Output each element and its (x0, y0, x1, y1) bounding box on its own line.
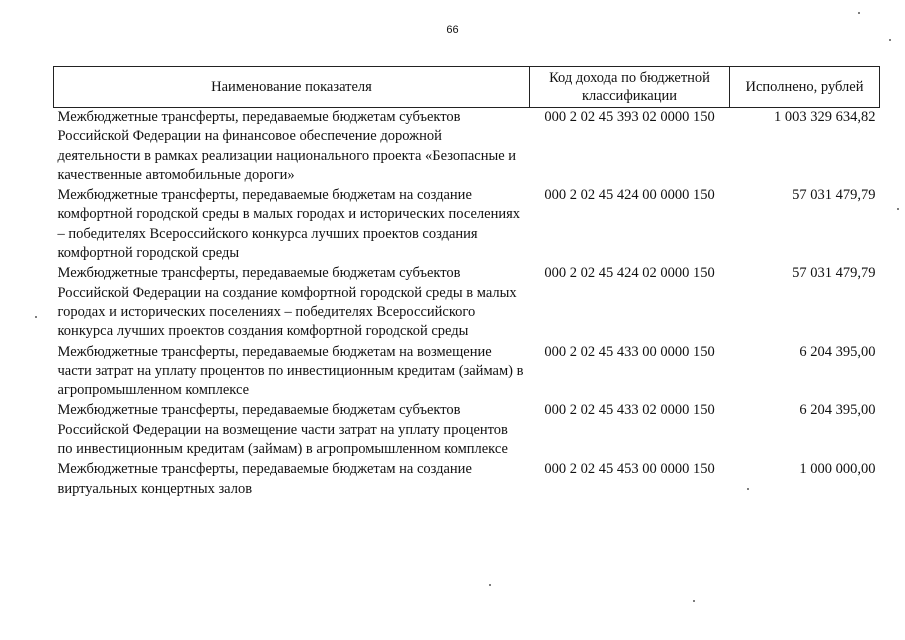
row-amount: 6 204 395,00 (799, 343, 876, 360)
budget-revenue-table (53, 66, 880, 500)
scan-speck (693, 600, 695, 602)
row-name: Межбюджетные трансферты, передаваемые бюджетам на создание комфортной городской среды в малых городах и исторических поселениях – победителях Всероссийского конкурса лучших проектов создания комфортной городской среды (57, 187, 521, 262)
table-row (54, 343, 880, 402)
column-header-code: Код дохода по бюджетной классификации (530, 67, 730, 108)
row-amount: 57 031 479,79 (792, 187, 876, 204)
scan-speck (489, 584, 491, 586)
page-number: 66 (446, 24, 459, 36)
row-code: 000 2 02 45 433 00 0000 150 (544, 343, 715, 360)
table-row (54, 264, 880, 342)
scan-speck (897, 208, 899, 210)
column-header-amount: Исполнено, рублей (730, 67, 880, 108)
scan-speck (858, 12, 860, 14)
row-name: Межбюджетные трансферты, передаваемые бюджетам субъектов Российской Федерации на финансовое обеспечение дорожной деятельности в рамках реализации национального проекта «Безопасные и качественные автомобильные дороги» (57, 109, 517, 183)
scan-speck (35, 316, 37, 318)
row-name: Межбюджетные трансферты, передаваемые бюджетам субъектов Российской Федерации на возмещение части затрат на уплату процентов по инвестиционным кредитам (займам) в агропромышленном комплексе (57, 402, 508, 458)
scan-speck (889, 39, 891, 41)
table-header-row (54, 67, 880, 108)
table-row (54, 108, 880, 187)
row-amount: 57 031 479,79 (792, 265, 876, 282)
row-name: Межбюджетные трансферты, передаваемые бюджетам на создание виртуальных концертных залов (57, 461, 472, 497)
table-row (54, 186, 880, 264)
row-amount: 6 204 395,00 (799, 402, 876, 419)
row-code: 000 2 02 45 393 02 0000 150 (544, 109, 715, 125)
row-amount: 1 003 329 634,82 (774, 109, 876, 125)
row-code: 000 2 02 45 453 00 0000 150 (544, 461, 715, 478)
scan-speck (747, 488, 749, 490)
row-name: Межбюджетные трансферты, передаваемые бюджетам субъектов Российской Федерации на создание комфортной городской среды в малых городах и исторических поселениях – победителях Всероссийского конкурса лучших проектов создания комфортной городской среды (57, 265, 517, 340)
row-name: Межбюджетные трансферты, передаваемые бюджетам на возмещение части затрат на уплату процентов по инвестиционным кредитам (займам) в агропромышленном комплексе (57, 343, 524, 399)
table-row (54, 460, 880, 500)
row-code: 000 2 02 45 424 02 0000 150 (544, 265, 715, 282)
column-header-name: Наименование показателя (54, 67, 530, 108)
row-code: 000 2 02 45 424 00 0000 150 (544, 187, 715, 204)
table-row (54, 401, 880, 460)
row-code: 000 2 02 45 433 02 0000 150 (544, 402, 715, 419)
row-amount: 1 000 000,00 (799, 461, 876, 478)
